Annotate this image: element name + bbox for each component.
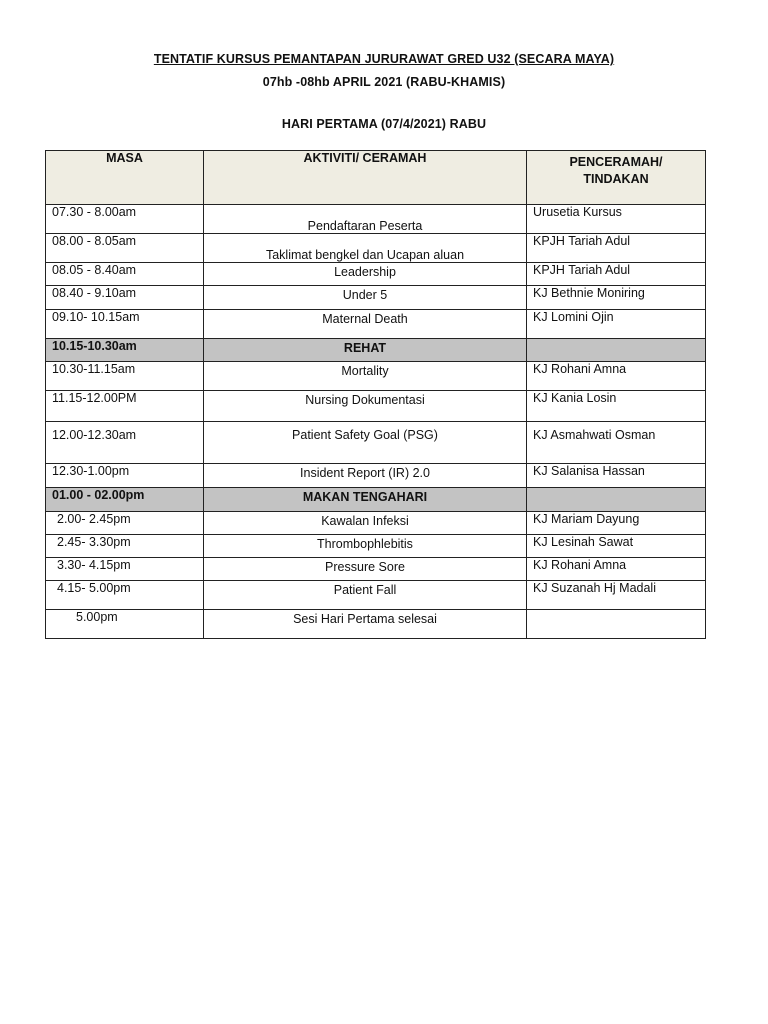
cell-time: 2.45- 3.30pm [46, 535, 204, 558]
cell-time: 08.00 - 8.05am [46, 234, 204, 263]
cell-speaker: KJ Bethnie Moniring [527, 286, 706, 310]
cell-activity: Under 5 [204, 286, 527, 310]
cell-speaker: KJ Lomini Ojin [527, 310, 706, 339]
table-row [46, 286, 706, 310]
cell-speaker [527, 488, 706, 512]
cell-speaker: Urusetia Kursus [527, 205, 706, 234]
cell-time: 09.10- 10.15am [46, 310, 204, 339]
table-row [46, 234, 706, 263]
table-row [46, 610, 706, 639]
cell-time: 10.30-11.15am [46, 362, 204, 391]
column-header-penceramah: PENCERAMAH/ TINDAKAN [527, 151, 706, 205]
cell-activity: Nursing Dokumentasi [204, 391, 527, 422]
day-title: HARI PERTAMA (07/4/2021) RABU [281, 117, 487, 131]
table-row [46, 422, 706, 464]
table-row [46, 581, 706, 610]
cell-time: 08.05 - 8.40am [46, 263, 204, 286]
cell-time: 08.40 - 9.10am [46, 286, 204, 310]
cell-speaker: KJ Kania Losin [527, 391, 706, 422]
cell-speaker: KJ Asmahwati Osman [527, 422, 706, 464]
column-header-masa: MASA [46, 151, 204, 205]
cell-time: 10.15-10.30am [46, 339, 204, 362]
table-row [46, 464, 706, 488]
cell-time: 5.00pm [46, 610, 204, 639]
cell-activity: Insident Report (IR) 2.0 [204, 464, 527, 488]
document-dates: 07hb -08hb APRIL 2021 (RABU-KHAMIS) [262, 75, 506, 89]
cell-speaker: KJ Mariam Dayung [527, 512, 706, 535]
cell-time: 01.00 - 02.00pm [46, 488, 204, 512]
table-header-row [46, 151, 706, 205]
cell-speaker: KPJH Tariah Adul [527, 234, 706, 263]
cell-activity: MAKAN TENGAHARI [204, 488, 527, 512]
cell-speaker: KJ Rohani Amna [527, 558, 706, 581]
document-title: TENTATIF KURSUS PEMANTAPAN JURURAWAT GRED U32 (SECARA MAYA) [153, 52, 615, 66]
cell-time: 12.30-1.00pm [46, 464, 204, 488]
cell-activity: Taklimat bengkel dan Ucapan aluan [204, 234, 527, 263]
cell-activity: Mortality [204, 362, 527, 391]
cell-speaker: KJ Rohani Amna [527, 362, 706, 391]
cell-time: 12.00-12.30am [46, 422, 204, 464]
cell-time: 11.15-12.00PM [46, 391, 204, 422]
cell-time: 3.30- 4.15pm [46, 558, 204, 581]
cell-activity: Thrombophlebitis [204, 535, 527, 558]
table-row [46, 391, 706, 422]
table-row [46, 205, 706, 234]
table-row [46, 558, 706, 581]
cell-speaker [527, 610, 706, 639]
cell-speaker: KJ Lesinah Sawat [527, 535, 706, 558]
cell-time: 4.15- 5.00pm [46, 581, 204, 610]
table-row-break [46, 488, 706, 512]
cell-activity: Kawalan Infeksi [204, 512, 527, 535]
table-row [46, 512, 706, 535]
table-row [46, 535, 706, 558]
cell-speaker: KJ Salanisa Hassan [527, 464, 706, 488]
cell-activity: Leadership [204, 263, 527, 286]
cell-activity: Pendaftaran Peserta [204, 205, 527, 234]
cell-activity: Sesi Hari Pertama selesai [204, 610, 527, 639]
cell-activity: Patient Fall [204, 581, 527, 610]
cell-time: 2.00- 2.45pm [46, 512, 204, 535]
cell-activity: Patient Safety Goal (PSG) [204, 422, 527, 464]
table-row-break [46, 339, 706, 362]
table-row [46, 362, 706, 391]
cell-activity: REHAT [204, 339, 527, 362]
column-header-aktiviti: AKTIVITI/ CERAMAH [204, 151, 527, 205]
cell-speaker: KJ Suzanah Hj Madali [527, 581, 706, 610]
cell-activity: Pressure Sore [204, 558, 527, 581]
table-row [46, 310, 706, 339]
cell-speaker: KPJH Tariah Adul [527, 263, 706, 286]
schedule-table [45, 150, 706, 639]
cell-time: 07.30 - 8.00am [46, 205, 204, 234]
table-row [46, 263, 706, 286]
cell-activity: Maternal Death [204, 310, 527, 339]
cell-speaker [527, 339, 706, 362]
